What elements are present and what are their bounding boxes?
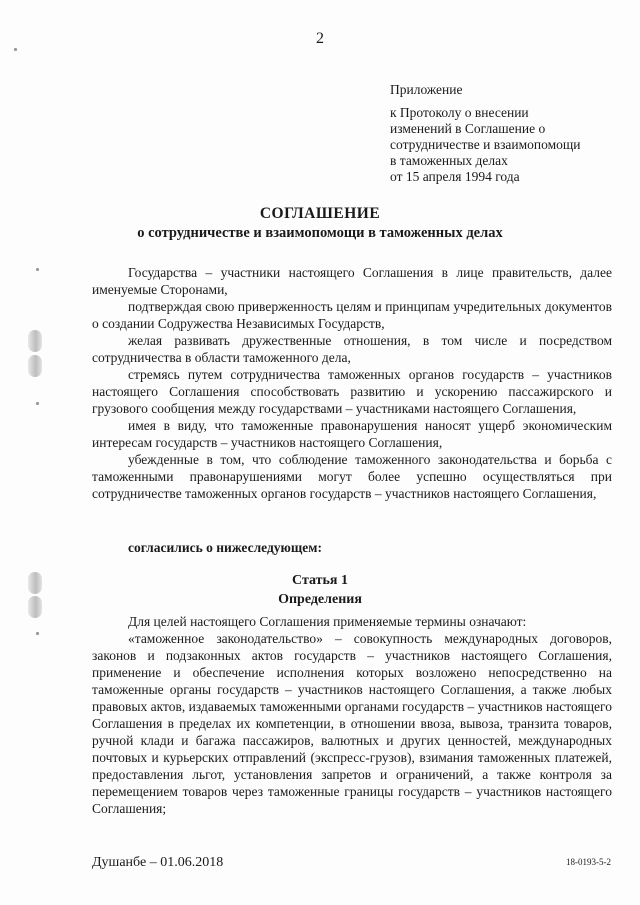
appendix-title: Приложение xyxy=(390,82,463,97)
appendix-line: сотрудничестве и взаимопомощи xyxy=(390,137,581,152)
preamble-paragraph: подтверждая свою приверженность целям и принципам учредительных документов о создании Содружества Независимых Государств, xyxy=(92,299,612,331)
preamble-paragraph: убежденные в том, что соблюдение таможенного законодательства и борьба с таможенными правонарушениями могут более успешно осуществляться при сотрудничестве таможенных органов государств – участников настоящего Соглашения, xyxy=(92,452,612,501)
scan-speck xyxy=(36,632,39,635)
article-body xyxy=(92,613,612,817)
preamble-paragraph: стремясь путем сотрудничества таможенных органов государств – участников настоящего Соглашения способствовать развитию и ускорению пассажирского и грузового сообщения между государствами – участниками настоящего Соглашения, xyxy=(92,367,612,416)
article-paragraph: «таможенное законодательство» – совокупность международных договоров, законов и подзаконных актов государств – участников настоящего Соглашения, применение и обеспечение исполнения которых возложено непосредственно на таможенные органы государств – участников настоящего Соглашения, а также любых правовых актов, издаваемых таможенными органами государств – участников настоящего Соглашения в пределах их компетенции, в отношении ввоза, вывоза, транзита товаров, ручной клади и багажа пассажиров, валютных и других ценностей, международных почтовых и курьерских отправлений (экспресс-грузов), взимания таможенных платежей, предоставления льгот, установления запретов и ограничений, а также контроля за перемещением товаров через таможенные границы государств – участников настоящего Соглашения; xyxy=(92,631,612,816)
appendix-line: изменений в Соглашение о xyxy=(390,121,546,136)
appendix-line: от 15 апреля 1994 года xyxy=(390,169,520,184)
appendix-line: в таможенных делах xyxy=(390,153,508,168)
document-subtitle: о сотрудничестве и взаимопомощи в таможенных делах xyxy=(137,225,503,241)
preamble-paragraph: Государства – участники настоящего Соглашения в лице правительств, далее именуемые Сторонами, xyxy=(92,265,612,297)
article-title: Определения xyxy=(278,592,362,607)
punch-hole-mark xyxy=(28,330,42,352)
document-title: СОГЛАШЕНИЕ xyxy=(259,205,381,222)
appendix-line: к Протоколу о внесении xyxy=(390,105,529,120)
article-paragraph: Для целей настоящего Соглашения применяемые термины означают: xyxy=(128,614,527,629)
punch-hole-mark xyxy=(28,355,42,377)
agreed-clause: согласились о нижеследующем: xyxy=(128,540,322,555)
scan-speck xyxy=(36,268,39,271)
scan-speck xyxy=(36,402,39,405)
page-number: 2 xyxy=(316,30,324,47)
footer-place-date: Душанбе – 01.06.2018 xyxy=(92,855,224,870)
preamble-paragraph: желая развивать дружественные отношения, в том числе и посредством сотрудничества в области таможенного дела, xyxy=(92,333,612,365)
preamble xyxy=(92,264,612,502)
appendix-block xyxy=(390,82,581,185)
footer-doc-code: 18-0193-5-2 xyxy=(566,857,611,867)
article-number: Статья 1 xyxy=(292,573,348,588)
scan-speck xyxy=(14,48,17,51)
preamble-paragraph: имея в виду, что таможенные правонарушения наносят ущерб экономическим интересам государств – участников настоящего Соглашения, xyxy=(92,418,612,450)
